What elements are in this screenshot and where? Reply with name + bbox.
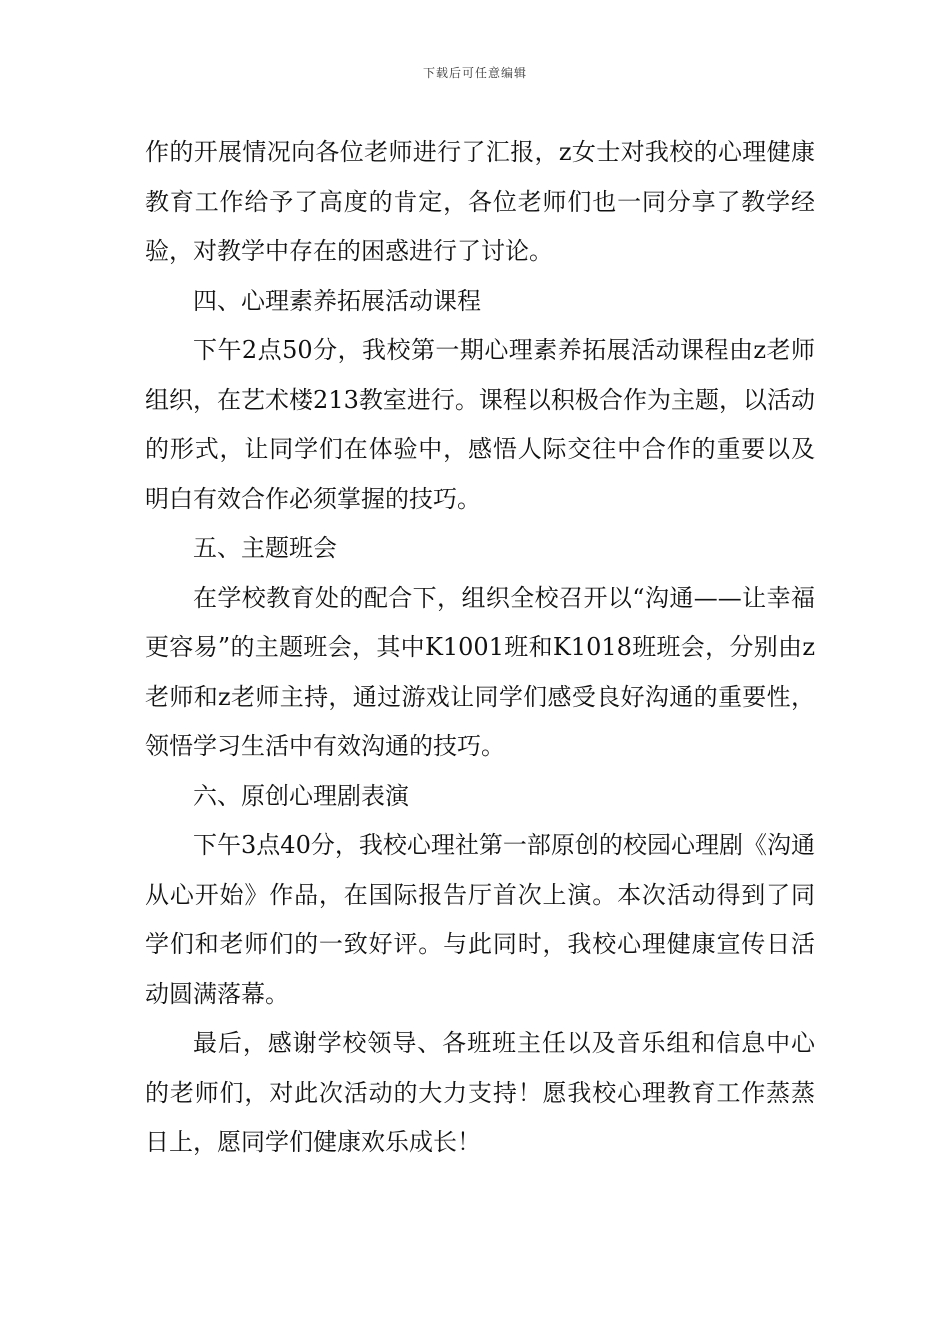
header-note: 下载后可任意编辑 (422, 66, 527, 80)
section-heading-6: 六、原创心理剧表演 (193, 781, 409, 810)
paragraph-section-6: 下午3点40分，我校心理社第一部原创的校园心理剧《沟通从心开始》作品，在国际报告厅首次上演。本次活动得到了同学们和老师们的一致好评。与此同时，我校心理健康宣传日活动圆满落幕。 (145, 831, 815, 1008)
paragraph-continued: 作的开展情况向各位老师进行了汇报，z女士对我校的心理健康教育工作给予了高度的肯定，各位老师们也一同分享了教学经验，对教学中存在的困惑进行了讨论。 (145, 138, 815, 265)
document-body (145, 128, 815, 1168)
paragraph-section-5: 在学校教育处的配合下，组织全校召开以“沟通——让幸福更容易”的主题班会，其中K1001班和K1018班班会，分别由z老师和z老师主持，通过游戏让同学们感受良好沟通的重要性，领悟学习生活中有效沟通的技巧。 (145, 583, 815, 760)
section-heading-4: 四、心理素养拓展活动课程 (193, 286, 481, 315)
paragraph-closing: 最后，感谢学校领导、各班班主任以及音乐组和信息中心的老师们，对此次活动的大力支持！愿我校心理教育工作蒸蒸日上，愿同学们健康欢乐成长！ (145, 1029, 815, 1156)
paragraph-section-4: 下午2点50分，我校第一期心理素养拓展活动课程由z老师组织，在艺术楼213教室进行。课程以积极合作为主题，以活动的形式，让同学们在体验中，感悟人际交往中合作的重要以及明白有效合作必须掌握的技巧。 (145, 336, 815, 513)
section-heading-5: 五、主题班会 (193, 534, 337, 562)
